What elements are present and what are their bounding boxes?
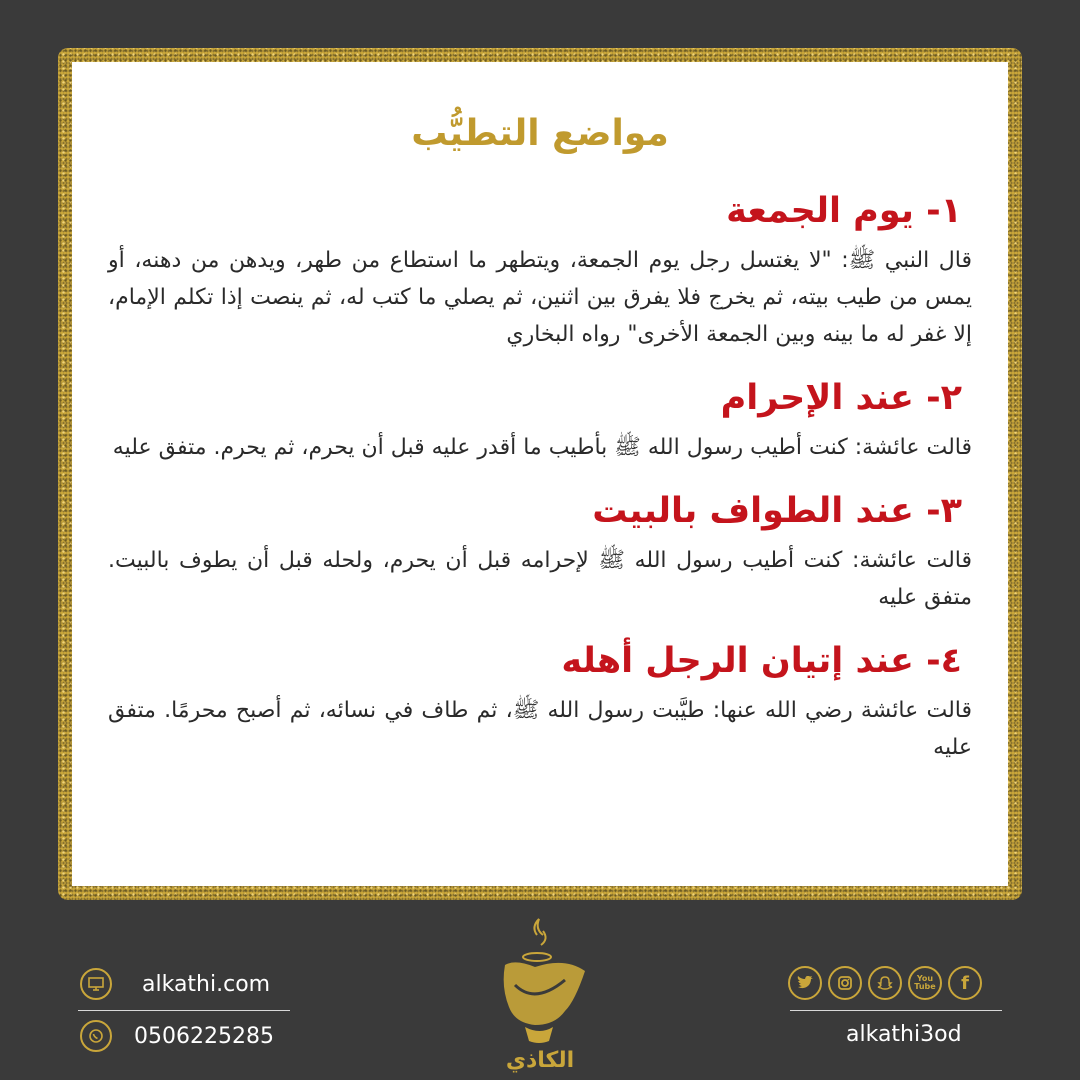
youtube-label: You Tube bbox=[914, 974, 936, 991]
facebook-label: f bbox=[961, 972, 969, 994]
section-heading-4: ٤- عند إتيان الرجل أهله bbox=[561, 641, 962, 681]
section-heading-1: ١- يوم الجمعة bbox=[726, 191, 962, 231]
page-title: مواضع التطيُّب bbox=[411, 113, 669, 154]
youtube-icon[interactable] bbox=[908, 966, 942, 1000]
section-body-2: قالت عائشة: كنت أطيب رسول الله ﷺ بأطيب ما أقدر عليه قبل أن يحرم، ثم يحرم. متفق عليه bbox=[112, 435, 972, 460]
section-heading-3: ٣- عند الطواف بالبيت bbox=[592, 491, 962, 531]
phone-row[interactable] bbox=[80, 1020, 274, 1052]
social-handle[interactable]: alkathi3od bbox=[846, 1022, 962, 1047]
social-handle-row[interactable] bbox=[846, 1022, 962, 1047]
monitor-icon bbox=[80, 968, 112, 1000]
divider-right bbox=[790, 1010, 1002, 1011]
brand-name: الكاذي bbox=[505, 1048, 575, 1073]
footer bbox=[0, 900, 1080, 1080]
instagram-icon[interactable] bbox=[828, 966, 862, 1000]
whatsapp-icon bbox=[80, 1020, 112, 1052]
twitter-icon[interactable] bbox=[788, 966, 822, 1000]
section-body-4: قالت عائشة رضي الله عنها: طيَّبت رسول الله ﷺ، ثم طاف في نسائه، ثم أصبح محرمًا. متفق عليه bbox=[108, 698, 972, 760]
snapchat-icon[interactable] bbox=[868, 966, 902, 1000]
social-icons bbox=[788, 966, 982, 1000]
website-row[interactable] bbox=[80, 968, 270, 1000]
section-heading-2: ٢- عند الإحرام bbox=[720, 378, 962, 418]
divider-left bbox=[78, 1010, 290, 1011]
website-link[interactable]: alkathi.com bbox=[142, 971, 271, 997]
section-body-3: قالت عائشة: كنت أطيب رسول الله ﷺ لإحرامه قبل أن يحرم، ولحله قبل أن يطوف بالبيت. متفق عليه bbox=[108, 548, 972, 610]
facebook-icon[interactable] bbox=[948, 966, 982, 1000]
content-card bbox=[72, 62, 1008, 886]
phone-number[interactable]: 0506225285 bbox=[134, 1023, 274, 1049]
section-body-1: قال النبي ﷺ: "لا يغتسل رجل يوم الجمعة، ويتطهر ما استطاع من طهر، ويدهن من دهنه، أو يمس من طيب بيته، ثم يخرج فلا يفرق بين اثنين، ثم يصلي ما كتب له، ثم ينصت إذا تكلم الإمام، إلا غفر له ما بينه وبين الجمعة الأخرى" رواه البخاري bbox=[108, 248, 972, 347]
